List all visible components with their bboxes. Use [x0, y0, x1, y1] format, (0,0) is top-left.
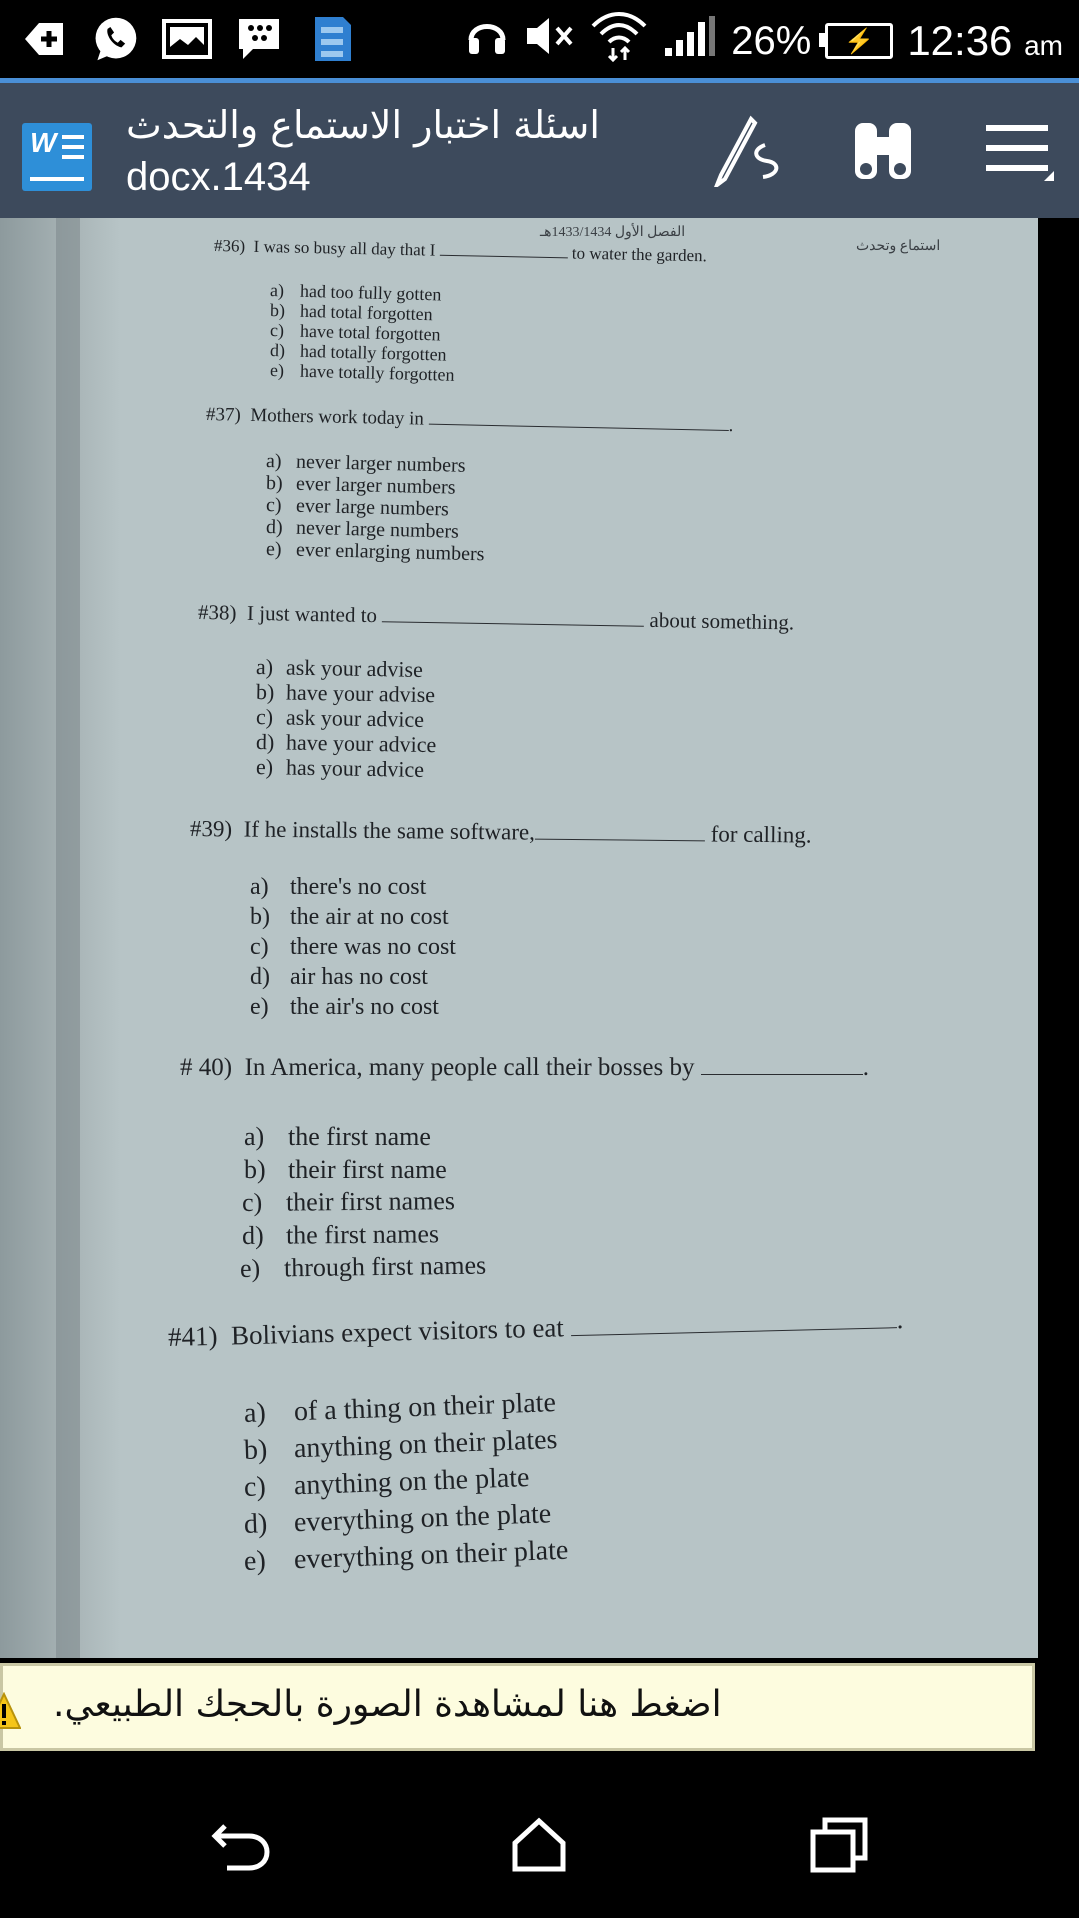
option-letter: b)	[250, 904, 270, 930]
question-40	[180, 1054, 869, 1082]
option-text: through first names	[283, 1250, 487, 1283]
question-number: #38)	[197, 600, 237, 625]
pen-icon	[707, 115, 787, 187]
option-text: the first names	[285, 1219, 440, 1250]
gallery-icon	[162, 14, 212, 64]
mute-icon	[523, 14, 575, 68]
option	[243, 1424, 558, 1467]
option-letter: e)	[239, 1253, 261, 1283]
option	[244, 1122, 431, 1152]
option-text: never large numbers	[295, 516, 460, 543]
option-letter: d)	[269, 340, 286, 361]
option-letter: e)	[255, 754, 274, 780]
option-text: everything on the plate	[293, 1498, 552, 1539]
option	[243, 1462, 530, 1504]
option-text: air has no cost	[290, 964, 428, 990]
option	[270, 360, 455, 386]
clock-time: 12:36	[907, 17, 1013, 64]
document-page-photo	[0, 218, 1038, 1658]
document-file-name: docx.1434	[126, 155, 311, 199]
option-letter: a)	[255, 654, 274, 680]
option-letter: b)	[269, 300, 286, 321]
option-text: everything on their plate	[293, 1534, 569, 1576]
view-original-size-banner[interactable]	[0, 1663, 1035, 1751]
option-letter: a)	[265, 450, 282, 473]
option-text: had too fully gotten	[299, 280, 442, 305]
sim-icon	[306, 14, 356, 64]
word-document-icon[interactable]	[22, 123, 92, 191]
option-text: their first names	[285, 1186, 456, 1217]
option-letter: a)	[269, 280, 285, 301]
option-text: ever larger numbers	[295, 472, 456, 499]
option-text: has your advice	[285, 754, 425, 782]
option	[250, 904, 449, 931]
whatsapp-icon	[90, 14, 140, 64]
question-prompt: I was so busy all day that I	[253, 236, 436, 260]
battery-percent: 26%	[731, 18, 812, 63]
question-39	[190, 816, 812, 849]
binoculars-icon	[849, 117, 917, 185]
notification-icons	[18, 14, 356, 64]
option-letter: e)	[243, 1545, 267, 1577]
option-text: the air at no cost	[290, 904, 449, 930]
option-letter: a)	[243, 1397, 267, 1429]
question-number: #36)	[213, 236, 246, 256]
option-letter: b)	[255, 679, 275, 705]
option-letter: d)	[243, 1508, 268, 1540]
headset-icon	[465, 12, 509, 70]
home-icon	[509, 1817, 569, 1873]
home-button[interactable]	[504, 1810, 574, 1880]
option-text: the first name	[288, 1122, 431, 1151]
question-number: #37)	[205, 404, 242, 426]
option-text: ask your advise	[285, 654, 424, 682]
add-icon	[18, 14, 68, 64]
wifi-icon	[589, 10, 649, 72]
option-letter: e)	[265, 538, 282, 561]
question-prompt: Bolivians expect visitors to eat	[230, 1312, 565, 1351]
option-text: ever large numbers	[295, 494, 450, 521]
navigation-bar	[0, 1770, 1079, 1918]
option-text: had totally forgotten	[299, 340, 447, 365]
option-letter: c)	[265, 494, 282, 517]
question-38	[198, 600, 795, 635]
option	[244, 1155, 447, 1185]
clock	[907, 17, 1063, 65]
option-letter: b)	[265, 472, 283, 495]
option-letter: e)	[250, 994, 269, 1020]
back-icon	[211, 1818, 271, 1872]
option-letter: a)	[244, 1122, 265, 1151]
option-text: ever enlarging numbers	[295, 538, 485, 566]
document-viewer[interactable]	[0, 218, 1079, 1663]
question-number: #39)	[189, 816, 233, 842]
option	[243, 1387, 556, 1430]
option	[266, 538, 485, 566]
option-text: the air's no cost	[290, 994, 439, 1020]
option-text: have your advice	[285, 729, 437, 758]
question-after: .	[728, 414, 734, 437]
edit-pen-button[interactable]	[707, 111, 787, 191]
question-number: #41)	[167, 1320, 218, 1352]
question-number: # 40)	[180, 1054, 233, 1081]
option-letter: c)	[250, 934, 269, 960]
question-after: for calling.	[710, 821, 812, 848]
option-text: of a thing on their plate	[293, 1387, 557, 1428]
question-41	[168, 1304, 904, 1353]
battery-icon: ⚡	[825, 23, 893, 59]
option-letter: e)	[269, 360, 285, 381]
option-letter: d)	[255, 729, 275, 755]
option-letter: c)	[255, 704, 274, 730]
recent-apps-button[interactable]	[804, 1810, 874, 1880]
option-text: anything on the plate	[293, 1462, 530, 1502]
option	[243, 1498, 551, 1541]
option-letter: c)	[241, 1187, 263, 1217]
page-header-course: استماع وتحدث	[856, 239, 941, 254]
option-text: their first name	[288, 1155, 447, 1184]
option	[250, 934, 456, 961]
option-letter: d)	[241, 1220, 264, 1250]
question-after: .	[862, 1054, 869, 1081]
back-button[interactable]	[206, 1810, 276, 1880]
option-text: ask your advice	[285, 704, 425, 732]
document-title: اسئلة اختبار الاستماع والتحدث	[126, 103, 600, 147]
question-prompt: I just wanted to	[246, 600, 378, 628]
option-text: there was no cost	[290, 934, 456, 960]
option	[243, 1535, 568, 1578]
option	[256, 754, 424, 783]
option-letter: d)	[250, 964, 270, 990]
question-prompt: In America, many people call their bosses by	[244, 1054, 695, 1081]
option-letter: c)	[269, 320, 285, 341]
word-icon-letter: W	[30, 127, 57, 158]
option-letter: c)	[243, 1471, 267, 1503]
menu-icon	[984, 119, 1054, 183]
page-header-semester: الفصل الأول 1433/1434هـ	[540, 225, 686, 240]
option-letter: b)	[244, 1155, 266, 1184]
app-bar	[0, 78, 1079, 218]
option-text: never larger numbers	[295, 450, 466, 477]
blackberry-messenger-icon	[234, 14, 284, 64]
option-letter: a)	[250, 874, 269, 900]
option	[250, 874, 426, 901]
option-text: anything on their plates	[293, 1424, 558, 1465]
option-text: have total forgotten	[299, 320, 441, 345]
option-text: have totally forgotten	[299, 360, 455, 385]
option	[242, 1186, 455, 1218]
question-after: about something.	[649, 607, 795, 635]
view-original-size-text: اضغط هنا لمشاهدة الصورة بالحجك الطبيعي.	[53, 1684, 722, 1725]
option	[240, 1251, 487, 1284]
find-button[interactable]	[843, 111, 923, 191]
question-37	[206, 404, 734, 437]
question-after: .	[896, 1304, 904, 1335]
option-text: had total forgotten	[299, 300, 433, 325]
signal-icon	[663, 14, 717, 68]
menu-button[interactable]	[979, 111, 1059, 191]
question-prompt: Mothers work today in	[250, 404, 425, 430]
question-prompt: If he installs the same software,	[243, 816, 536, 845]
clock-ampm: am	[1024, 30, 1063, 61]
warning-icon	[0, 1692, 21, 1735]
status-bar	[0, 0, 1079, 78]
option	[250, 964, 428, 991]
option-letter: d)	[265, 516, 283, 539]
option	[242, 1219, 439, 1251]
option-text: have your advise	[285, 679, 436, 708]
question-after: to water the garden.	[571, 243, 708, 266]
option-text: there's no cost	[290, 874, 427, 900]
option	[250, 994, 439, 1021]
option-letter: b)	[243, 1434, 268, 1466]
recent-apps-icon	[809, 1816, 869, 1874]
